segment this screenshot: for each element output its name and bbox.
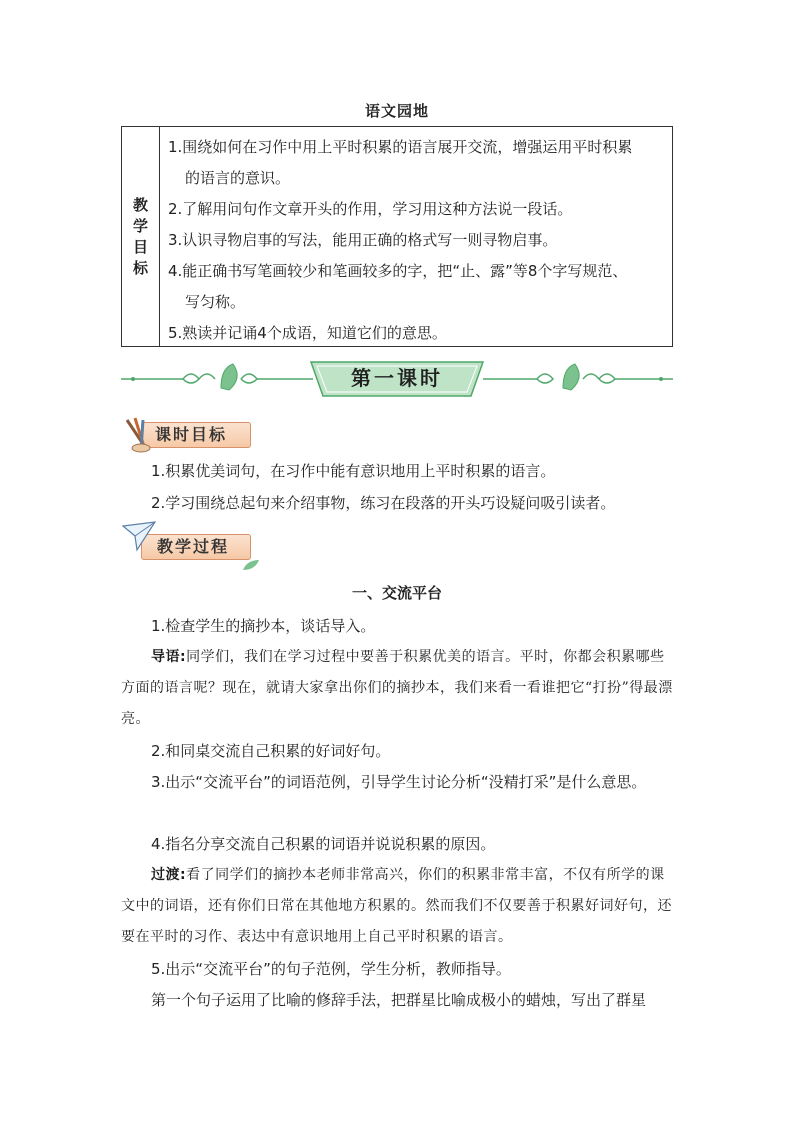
step-text: 2.和同桌交流自己积累的好词好句。 xyxy=(151,742,391,760)
page-title: 语文园地 xyxy=(364,102,429,120)
process-tag xyxy=(121,518,261,556)
intro-label: 导语: xyxy=(151,649,187,665)
intro-text: 同学们，我们在学习过程中要善于积累优美的语言。平时，你都会积累哪些方面的语言呢？现在，就请大家拿出你们的摘抄本，我们来看一看谁把它“打扮”得最漂亮。 xyxy=(121,649,673,727)
goals-header-char: 目 xyxy=(132,237,148,256)
section-title: 一、交流平台 xyxy=(351,584,442,602)
goal-text: 4.能正确书写笔画较少和笔画较多的字，把“止、露”等8个字写规范、 xyxy=(168,262,628,280)
lesson-goals-tag xyxy=(121,416,261,446)
transition-label: 过渡: xyxy=(151,867,187,883)
goals-header-char: 学 xyxy=(132,216,148,235)
leaf-icon xyxy=(221,364,237,390)
goals-header-char: 教 xyxy=(132,195,148,214)
brush-icon xyxy=(121,416,157,454)
tag-label: 课时目标 xyxy=(155,425,228,444)
paper-plane-icon xyxy=(121,518,157,556)
intro-paragraph xyxy=(121,642,673,735)
goal-text: 1.围绕如何在习作中用上平时积累的语言展开交流，增强运用平时积累 xyxy=(168,138,633,156)
transition-paragraph xyxy=(121,860,673,953)
goal-item xyxy=(168,132,664,194)
banner-label: 第一课时 xyxy=(351,366,443,390)
teaching-goals-table xyxy=(121,126,673,347)
goals-list xyxy=(160,127,672,346)
goals-header-char: 标 xyxy=(132,258,148,277)
transition-text: 看了同学们的摘抄本老师非常高兴，你们的积累非常丰富，不仅有所学的课文中的词语，还有你们日常在其他地方积累的。然而我们不仅要善于积累好词好句，还要在平时的习作、表达中有意识地用上自己平时积累的语言。 xyxy=(121,867,672,945)
goal-item xyxy=(168,318,664,349)
goal-text-cont: 的语言的意识。 xyxy=(185,169,291,187)
leaf-icon xyxy=(563,364,579,390)
goal-text-cont: 写匀称。 xyxy=(185,293,246,311)
step-text: 4.指名分享交流自己积累的词语并说说积累的原因。 xyxy=(151,835,496,853)
goal-item xyxy=(168,225,664,256)
lesson-goal-item: 1.积累优美词句，在习作中能有意识地用上平时积累的语言。 xyxy=(151,462,556,480)
step-text: 3.出示“交流平台”的词语范例，引导学生讨论分析“没精打采”是什么意思。 xyxy=(151,773,647,791)
goals-header xyxy=(122,127,160,346)
leaf-icon xyxy=(243,558,261,572)
step-text: 1.检查学生的摘抄本，谈话导入。 xyxy=(151,617,376,635)
step-text: 第一个句子运用了比喻的修辞手法，把群星比喻成极小的蜡烛，写出了群星 xyxy=(151,991,647,1009)
lesson-banner xyxy=(121,356,673,402)
goal-text: 3.认识寻物启事的写法，能用正确的格式写一则寻物启事。 xyxy=(168,231,558,249)
step-text: 5.出示“交流平台”的句子范例，学生分析，教师指导。 xyxy=(151,960,511,978)
goal-text: 5.熟读并记诵4个成语，知道它们的意思。 xyxy=(168,324,447,342)
goal-text: 2.了解用问句作文章开头的作用，学习用这种方法说一段话。 xyxy=(168,200,573,218)
goal-item xyxy=(168,256,664,318)
goal-item xyxy=(168,194,664,225)
tag-label: 教学过程 xyxy=(157,537,230,556)
lesson-goal-item: 2.学习围绕总起句来介绍事物，练习在段落的开头巧设疑问吸引读者。 xyxy=(151,494,616,512)
